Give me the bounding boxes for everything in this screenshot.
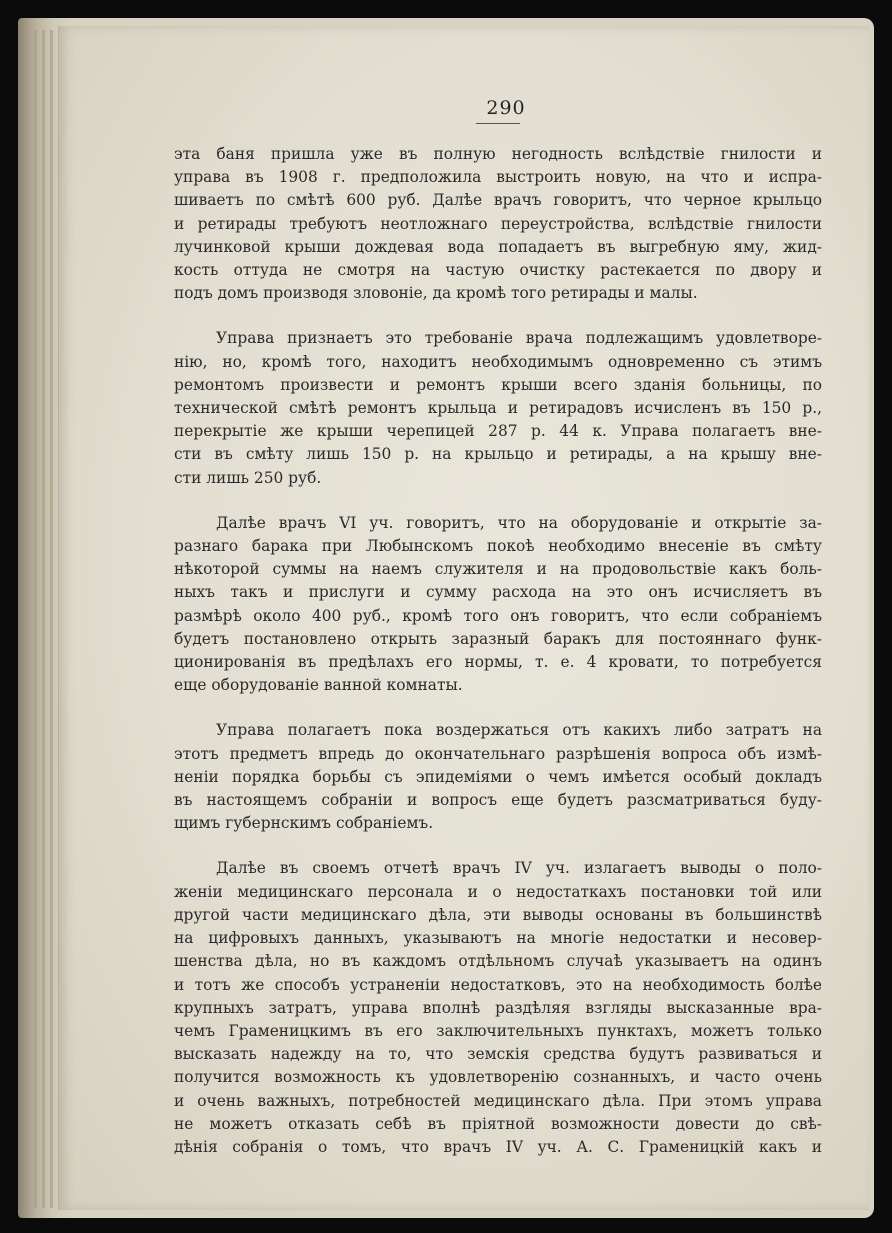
text-line: женіи медицинскаго персонала и о недостаткахъ постановки той или <box>174 882 822 901</box>
text-line: технической смѣтѣ ремонтъ крыльца и ретирадовъ исчисленъ въ 150 р., <box>174 399 822 418</box>
paragraph <box>174 719 822 835</box>
text-line: разнаго барака при Любынскомъ покоѣ необходимо внесеніе въ смѣту <box>174 537 822 556</box>
text-line: будетъ постановлено открыть заразный баракъ для постояннаго функ- <box>174 629 822 648</box>
text-line: нію, но, кромѣ того, находитъ необходимымъ одновременно съ этимъ <box>174 352 822 371</box>
text-line: кость оттуда не смотря на частую очистку растекается по двору и <box>174 261 822 280</box>
text-line: и тотъ же способъ устраненіи недостатковъ, это на необходимость болѣе <box>174 975 822 994</box>
text-line: шиваетъ по смѣтѣ 600 руб. Далѣе врачъ говоритъ, что черное крыльцо <box>174 191 822 210</box>
text-line: Далѣе въ своемъ отчетѣ врачъ IV уч. излагаетъ выводы о поло- <box>216 859 822 878</box>
page-number-rule <box>476 123 520 124</box>
text-line: ныхъ такъ и прислуги и сумму расхода на это онъ исчисляетъ въ <box>174 583 822 602</box>
text-line: управа въ 1908 г. предположила выстроить новую, на что и испра- <box>174 168 822 187</box>
text-line: сти лишь 250 руб. <box>174 468 322 487</box>
text-line: и очень важныхъ, потребностей медицинскаго дѣла. При этомъ управа <box>174 1091 822 1110</box>
text-line: Управа полагаетъ пока воздержаться отъ какихъ либо затратъ на <box>216 721 822 740</box>
text-line: размѣрѣ около 400 руб., кромѣ того онъ говоритъ, что если собраніемъ <box>174 606 822 625</box>
paragraph <box>174 857 822 1159</box>
paragraph <box>174 327 822 489</box>
text-line: на цифровыхъ данныхъ, указываютъ на многіе недостатки и несовер- <box>174 929 822 948</box>
page-number: 290 <box>486 97 526 119</box>
text-line: ционированія въ предѣлахъ его нормы, т. е. 4 кровати, то потребуется <box>174 653 822 672</box>
text-line: ремонтомъ произвести и ремонтъ крыши всего зданія больницы, по <box>174 375 822 394</box>
text-line: перекрытіе же крыши черепицей 287 р. 44 к. Управа полагаетъ вне- <box>174 422 822 441</box>
text-line: Далѣе врачъ VI уч. говоритъ, что на оборудованіе и открытіе за- <box>216 513 822 532</box>
text-line: нѣкоторой суммы на наемъ служителя и на продовольствіе какъ боль- <box>174 560 822 579</box>
paragraph <box>174 512 822 698</box>
paragraph <box>174 143 822 305</box>
text-line: щимъ губернскимъ собраніемъ. <box>174 814 434 833</box>
text-line: и ретирады требуютъ неотложнаго переустройства, вслѣдствіе гнилости <box>174 214 822 233</box>
text-line: не можетъ отказать себѣ въ пріятной возможности довести до свѣ- <box>174 1114 822 1133</box>
page-stack-edge <box>50 30 53 1208</box>
text-line: въ настоящемъ собраніи и вопросъ еще будетъ разсматриваться буду- <box>174 791 822 810</box>
text-line: этотъ предметъ впредь до окончательнаго разрѣшенія вопроса объ измѣ- <box>174 744 822 763</box>
page-stack-edge <box>34 30 37 1208</box>
text-line: крупныхъ затратъ, управа вполнѣ раздѣляя взгляды высказанные вра- <box>174 998 822 1017</box>
text-line: получится возможность къ удовлетворенію сознанныхъ, и часто очень <box>174 1068 822 1087</box>
text-line: чемъ Граменицкимъ въ его заключительныхъ пунктахъ, можетъ только <box>174 1021 822 1040</box>
text-line: шенства дѣла, но въ каждомъ отдѣльномъ случаѣ указываетъ на одинъ <box>174 952 822 971</box>
text-line: подъ домъ производя зловоніе, да кромѣ того ретирады и малы. <box>174 284 698 303</box>
text-line: эта баня пришла уже въ полную негодность вслѣдствіе гнилости и <box>174 145 822 163</box>
text-line: неніи порядка борьбы съ эпидеміями о чемъ имѣется особый докладъ <box>174 767 822 786</box>
text-line: еще оборудованіе ванной комнаты. <box>174 676 463 695</box>
text-line: высказать надежду на то, что земскія средства будутъ развиваться и <box>174 1045 822 1064</box>
text-line: другой части медицинскаго дѣла, эти выводы основаны въ большинствѣ <box>174 905 822 924</box>
text-line: дѣнія собранія о томъ, что врачъ IV уч. А. С. Граменицкій какъ и <box>174 1137 822 1156</box>
text-line: Управа признаетъ это требованіе врача подлежащимъ удовлетворе- <box>216 329 822 348</box>
body-text <box>174 143 822 1181</box>
page-stack-edge <box>42 30 45 1208</box>
text-line: сти въ смѣту лишь 150 р. на крыльцо и ретирады, а на крышу вне- <box>174 445 822 464</box>
text-line: лучинковой крыши дождевая вода попадаетъ въ выгребную яму, жид- <box>174 237 822 256</box>
